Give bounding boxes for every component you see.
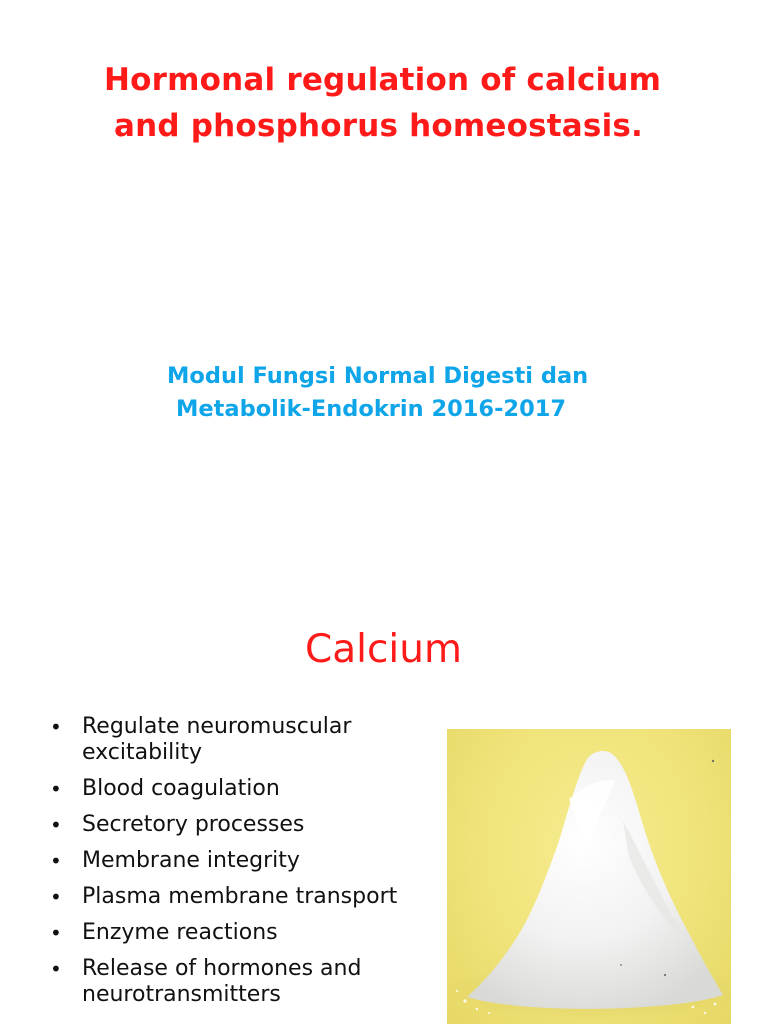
calcium-powder-photo	[447, 729, 731, 1024]
bullet-item	[50, 776, 430, 802]
bullet-text: Secretory processes	[82, 812, 305, 837]
bullet-item	[50, 884, 430, 910]
bullet-text: Membrane integrity	[82, 848, 300, 873]
bullet-dot-icon: •	[50, 777, 62, 801]
bullet-dot-icon: •	[50, 715, 62, 739]
bullet-item	[50, 714, 430, 766]
bullet-item	[50, 848, 430, 874]
slide-heading: Calcium	[305, 627, 462, 672]
bullet-text: neurotransmitters	[82, 982, 281, 1007]
bullet-list	[50, 714, 430, 1018]
bullet-text: Regulate neuromuscular	[82, 714, 352, 739]
subtitle-line: Modul Fungsi Normal Digesti dan	[167, 363, 589, 389]
title-line: Hormonal regulation of calcium	[104, 62, 662, 98]
bullet-item	[50, 812, 430, 838]
bullet-text: Plasma membrane transport	[82, 884, 398, 909]
bullet-text: excitability	[82, 740, 203, 765]
bullet-item	[50, 956, 430, 1008]
bullet-dot-icon: •	[50, 813, 62, 837]
bullet-dot-icon: •	[50, 957, 62, 981]
bullet-dot-icon: •	[50, 921, 62, 945]
bullet-dot-icon: •	[50, 849, 62, 873]
bullet-text: Blood coagulation	[82, 776, 280, 801]
bullet-text: Release of hormones and	[82, 956, 362, 981]
bullet-dot-icon: •	[50, 885, 62, 909]
bullet-text: Enzyme reactions	[82, 920, 278, 945]
bullet-item	[50, 920, 430, 946]
title-line: and phosphorus homeostasis.	[114, 108, 644, 144]
subtitle-line: Metabolik-Endokrin 2016-2017	[176, 396, 567, 422]
calcium-slide	[0, 576, 768, 1024]
